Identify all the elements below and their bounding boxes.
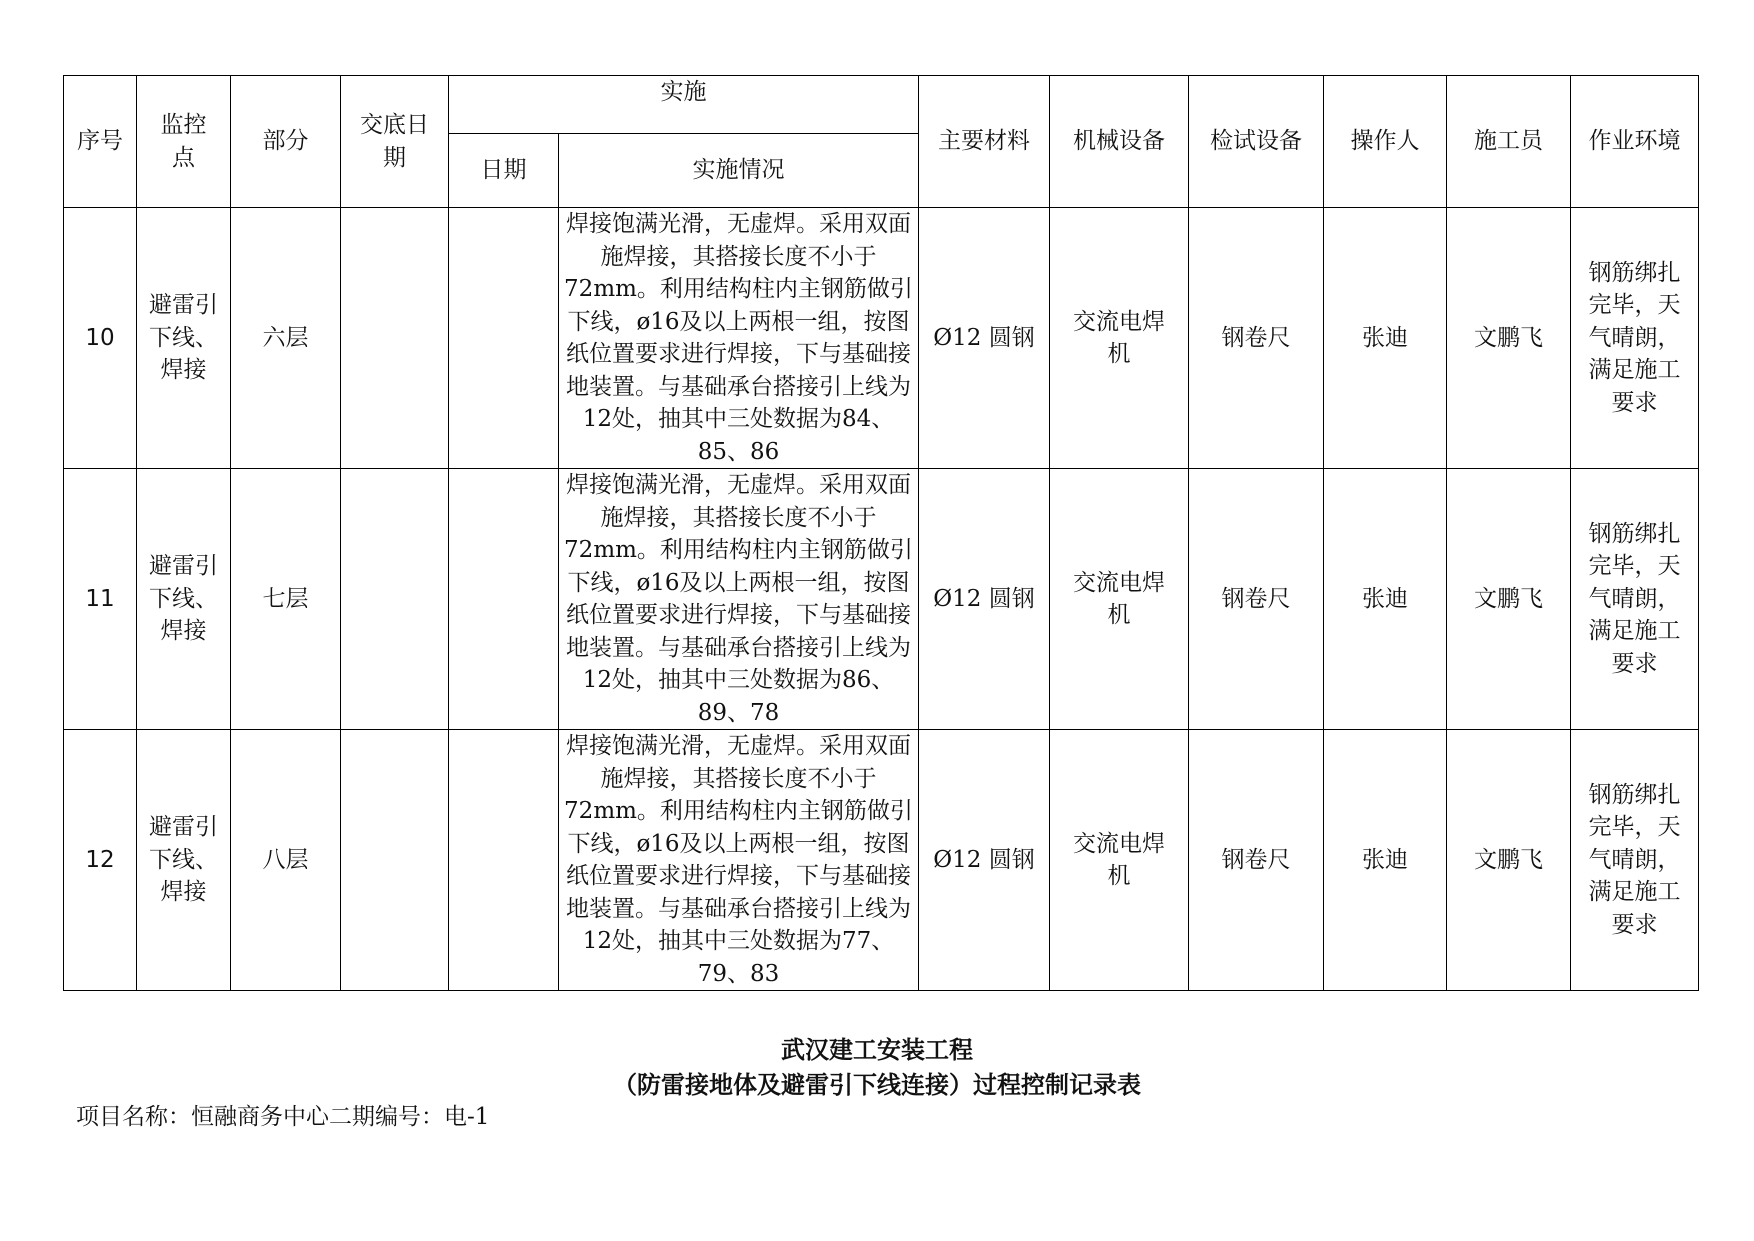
header-environment: 作业环境 bbox=[1571, 76, 1699, 208]
row-seq: 10 bbox=[64, 208, 137, 469]
header-part: 部分 bbox=[231, 76, 341, 208]
row-handover-date bbox=[341, 208, 449, 469]
header-main-material: 主要材料 bbox=[919, 76, 1050, 208]
row-handover-date bbox=[341, 730, 449, 991]
row-environment-text: 钢筋绑扎完毕，天气晴朗，满足施工要求 bbox=[1588, 781, 1681, 938]
document-title-form: （防雷接地体及避雷引下线连接）过程控制记录表 bbox=[613, 1070, 1141, 1099]
header-operator: 操作人 bbox=[1324, 76, 1447, 208]
row-inspection: 钢卷尺 bbox=[1189, 469, 1324, 730]
table-row bbox=[64, 208, 1699, 469]
row-part: 六层 bbox=[231, 208, 341, 469]
table-row bbox=[64, 730, 1699, 991]
row-monitor-point-text: 避雷引下线、焊接 bbox=[149, 814, 218, 906]
row-environment bbox=[1571, 730, 1699, 991]
row-builder: 文鹏飞 bbox=[1447, 469, 1571, 730]
row-inspection: 钢卷尺 bbox=[1189, 730, 1324, 991]
row-monitor-point bbox=[137, 730, 231, 991]
header-implementation: 实施 bbox=[449, 76, 919, 134]
row-machinery-text: 交流电焊机 bbox=[1073, 308, 1165, 367]
header-implementation-status: 实施情况 bbox=[559, 134, 919, 208]
row-handover-date bbox=[341, 469, 449, 730]
row-environment-text: 钢筋绑扎完毕，天气晴朗，满足施工要求 bbox=[1588, 520, 1681, 677]
header-monitor-point-text: 监控点 bbox=[160, 112, 207, 171]
header-date: 日期 bbox=[449, 134, 559, 208]
row-implementation-status: 焊接饱满光滑，无虚焊。采用双面施焊接，其搭接长度不小于72mm。利用结构柱内主钢筋做引下线，ø16及以上两根一组，按图纸位置要求进行焊接，下与基础接地装置。与基础承台搭接引上线为12处，抽其中三处数据为84、85、86 bbox=[559, 208, 919, 469]
row-machinery-text: 交流电焊机 bbox=[1073, 569, 1165, 628]
table-row bbox=[64, 469, 1699, 730]
row-date bbox=[449, 208, 559, 469]
row-monitor-point bbox=[137, 469, 231, 730]
header-inspection-equipment: 检试设备 bbox=[1189, 76, 1324, 208]
row-machinery bbox=[1050, 730, 1189, 991]
row-operator: 张迪 bbox=[1324, 469, 1447, 730]
row-seq: 11 bbox=[64, 469, 137, 730]
row-machinery-text: 交流电焊机 bbox=[1073, 830, 1165, 889]
header-machinery: 机械设备 bbox=[1050, 76, 1189, 208]
row-monitor-point-text: 避雷引下线、焊接 bbox=[149, 553, 218, 645]
row-implementation-status: 焊接饱满光滑，无虚焊。采用双面施焊接，其搭接长度不小于72mm。利用结构柱内主钢筋做引下线，ø16及以上两根一组，按图纸位置要求进行焊接，下与基础接地装置。与基础承台搭接引上线为12处，抽其中三处数据为77、79、83 bbox=[559, 730, 919, 991]
row-builder: 文鹏飞 bbox=[1447, 730, 1571, 991]
header-monitor-point bbox=[137, 76, 231, 208]
project-name-line: 项目名称：恒融商务中心二期编号：电-1 bbox=[76, 1104, 490, 1130]
row-material: Ø12 圆钢 bbox=[919, 208, 1050, 469]
row-machinery bbox=[1050, 469, 1189, 730]
header-seq: 序号 bbox=[64, 76, 137, 208]
row-date bbox=[449, 730, 559, 991]
row-machinery bbox=[1050, 208, 1189, 469]
process-control-record-table bbox=[63, 75, 1699, 991]
row-part: 七层 bbox=[231, 469, 341, 730]
row-date bbox=[449, 469, 559, 730]
row-material: Ø12 圆钢 bbox=[919, 730, 1050, 991]
row-monitor-point bbox=[137, 208, 231, 469]
row-monitor-point-text: 避雷引下线、焊接 bbox=[149, 292, 218, 384]
row-environment bbox=[1571, 208, 1699, 469]
header-handover-date-text: 交底日期 bbox=[360, 112, 429, 171]
row-operator: 张迪 bbox=[1324, 730, 1447, 991]
document-title-company: 武汉建工安装工程 bbox=[781, 1035, 973, 1064]
header-builder: 施工员 bbox=[1447, 76, 1571, 208]
row-part: 八层 bbox=[231, 730, 341, 991]
row-operator: 张迪 bbox=[1324, 208, 1447, 469]
header-handover-date bbox=[341, 76, 449, 208]
row-environment bbox=[1571, 469, 1699, 730]
row-builder: 文鹏飞 bbox=[1447, 208, 1571, 469]
row-seq: 12 bbox=[64, 730, 137, 991]
row-inspection: 钢卷尺 bbox=[1189, 208, 1324, 469]
row-material: Ø12 圆钢 bbox=[919, 469, 1050, 730]
row-implementation-status: 焊接饱满光滑，无虚焊。采用双面施焊接，其搭接长度不小于72mm。利用结构柱内主钢筋做引下线，ø16及以上两根一组，按图纸位置要求进行焊接，下与基础接地装置。与基础承台搭接引上线为12处，抽其中三处数据为86、89、78 bbox=[559, 469, 919, 730]
row-environment-text: 钢筋绑扎完毕，天气晴朗，满足施工要求 bbox=[1588, 259, 1681, 416]
